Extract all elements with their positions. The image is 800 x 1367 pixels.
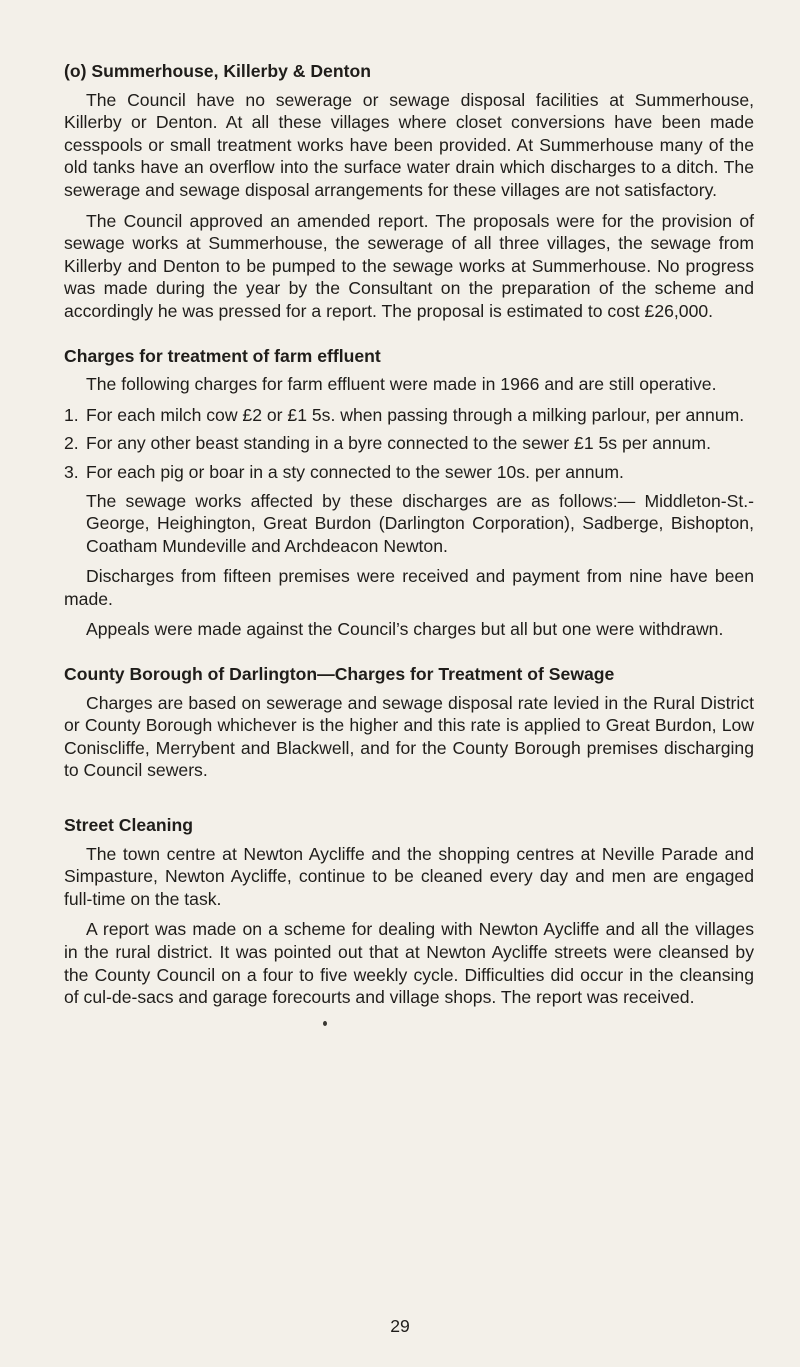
list-text: For any other beast standing in a byre connected to the sewer £1 5s per annum. (86, 433, 711, 454)
charges-list (64, 404, 754, 484)
section-spacer (64, 331, 754, 345)
section-farm-effluent (64, 345, 754, 642)
print-speck (323, 1021, 327, 1026)
section-street-cleaning (64, 814, 754, 1009)
section-summerhouse (64, 60, 754, 323)
list-text: For each pig or boar in a sty connected to the sewer 10s. per annum. (86, 461, 624, 482)
paragraph: The Council approved an amended report. The proposals were for the provision of sewage works at Summerhouse, the sewerage of all three villages, the sewage from Killerby and Denton to be pumped to the sewage works at Summerhouse. No progress was made during the year by the Consultant on the preparation of the scheme and accordingly he was pressed for a report. The proposal is estimated to cost £26,000. (64, 210, 754, 321)
paragraph: The following charges for farm effluent were made in 1966 and are still operative. (86, 374, 717, 395)
paragraph: The town centre at Newton Aycliffe and the shopping centres at Neville Parade and Simpasture, Newton Aycliffe, continue to be cleaned every day and men are engaged full-time on the task. (64, 843, 754, 909)
list-item (64, 404, 754, 427)
section-heading: County Borough of Darlington—Charges for Treatment of Sewage (64, 664, 615, 685)
paragraph: A report was made on a scheme for dealing with Newton Aycliffe and all the villages in the rural district. It was pointed out that at Newton Aycliffe streets were cleansed by the County Council on a four to five weekly cycle. Difficulties did occur in the cleansing of cul-de-sacs and garage forecourts and village shops. The report was received. (64, 919, 754, 1008)
document-page (64, 60, 754, 1017)
affected-works-paragraph: The sewage works affected by these discharges are as follows:— Middleton-St.-George, Heighington, Great Burdon (Darlington Corporation), Sadberge, Bishopton, Coatham Mundeville and Archdeacon Newton. (86, 490, 754, 556)
paragraph: Discharges from fifteen premises were received and payment from nine have been made. (64, 566, 754, 609)
section-darlington-charges (64, 663, 754, 782)
paragraph: Appeals were made against the Council’s charges but all but one were withdrawn. (86, 619, 724, 640)
section-heading: Street Cleaning (64, 815, 194, 836)
list-item (64, 432, 754, 455)
list-item (64, 461, 754, 484)
paragraph: Charges are based on sewerage and sewage disposal rate levied in the Rural District or County Borough whichever is the higher and this rate is applied to Great Burdon, Low Coniscliffe, Merrybent and Blackwell, and for the County Borough premises discharging to Council sewers. (64, 692, 754, 781)
section-spacer (64, 649, 754, 663)
section-spacer (64, 790, 754, 814)
list-number: 2. (64, 433, 79, 454)
list-text: For each milch cow £2 or £1 5s. when passing through a milking parlour, per annum. (86, 404, 745, 425)
paragraph: The Council have no sewerage or sewage disposal facilities at Summerhouse, Killerby or Denton. At all these villages where closet conversions have been made cesspools or small treatment works have been provided. At Summerhouse many of the old tanks have an overflow into the surface water drain which discharges to a ditch. The sewerage and sewage disposal arrangements for these villages are not satisfactory. (64, 89, 754, 200)
section-heading: Charges for treatment of farm effluent (64, 345, 381, 366)
list-number: 3. (64, 461, 79, 482)
list-number: 1. (64, 404, 79, 425)
section-heading: (o) Summerhouse, Killerby & Denton (64, 61, 371, 81)
page-number: 29 (390, 1316, 410, 1336)
